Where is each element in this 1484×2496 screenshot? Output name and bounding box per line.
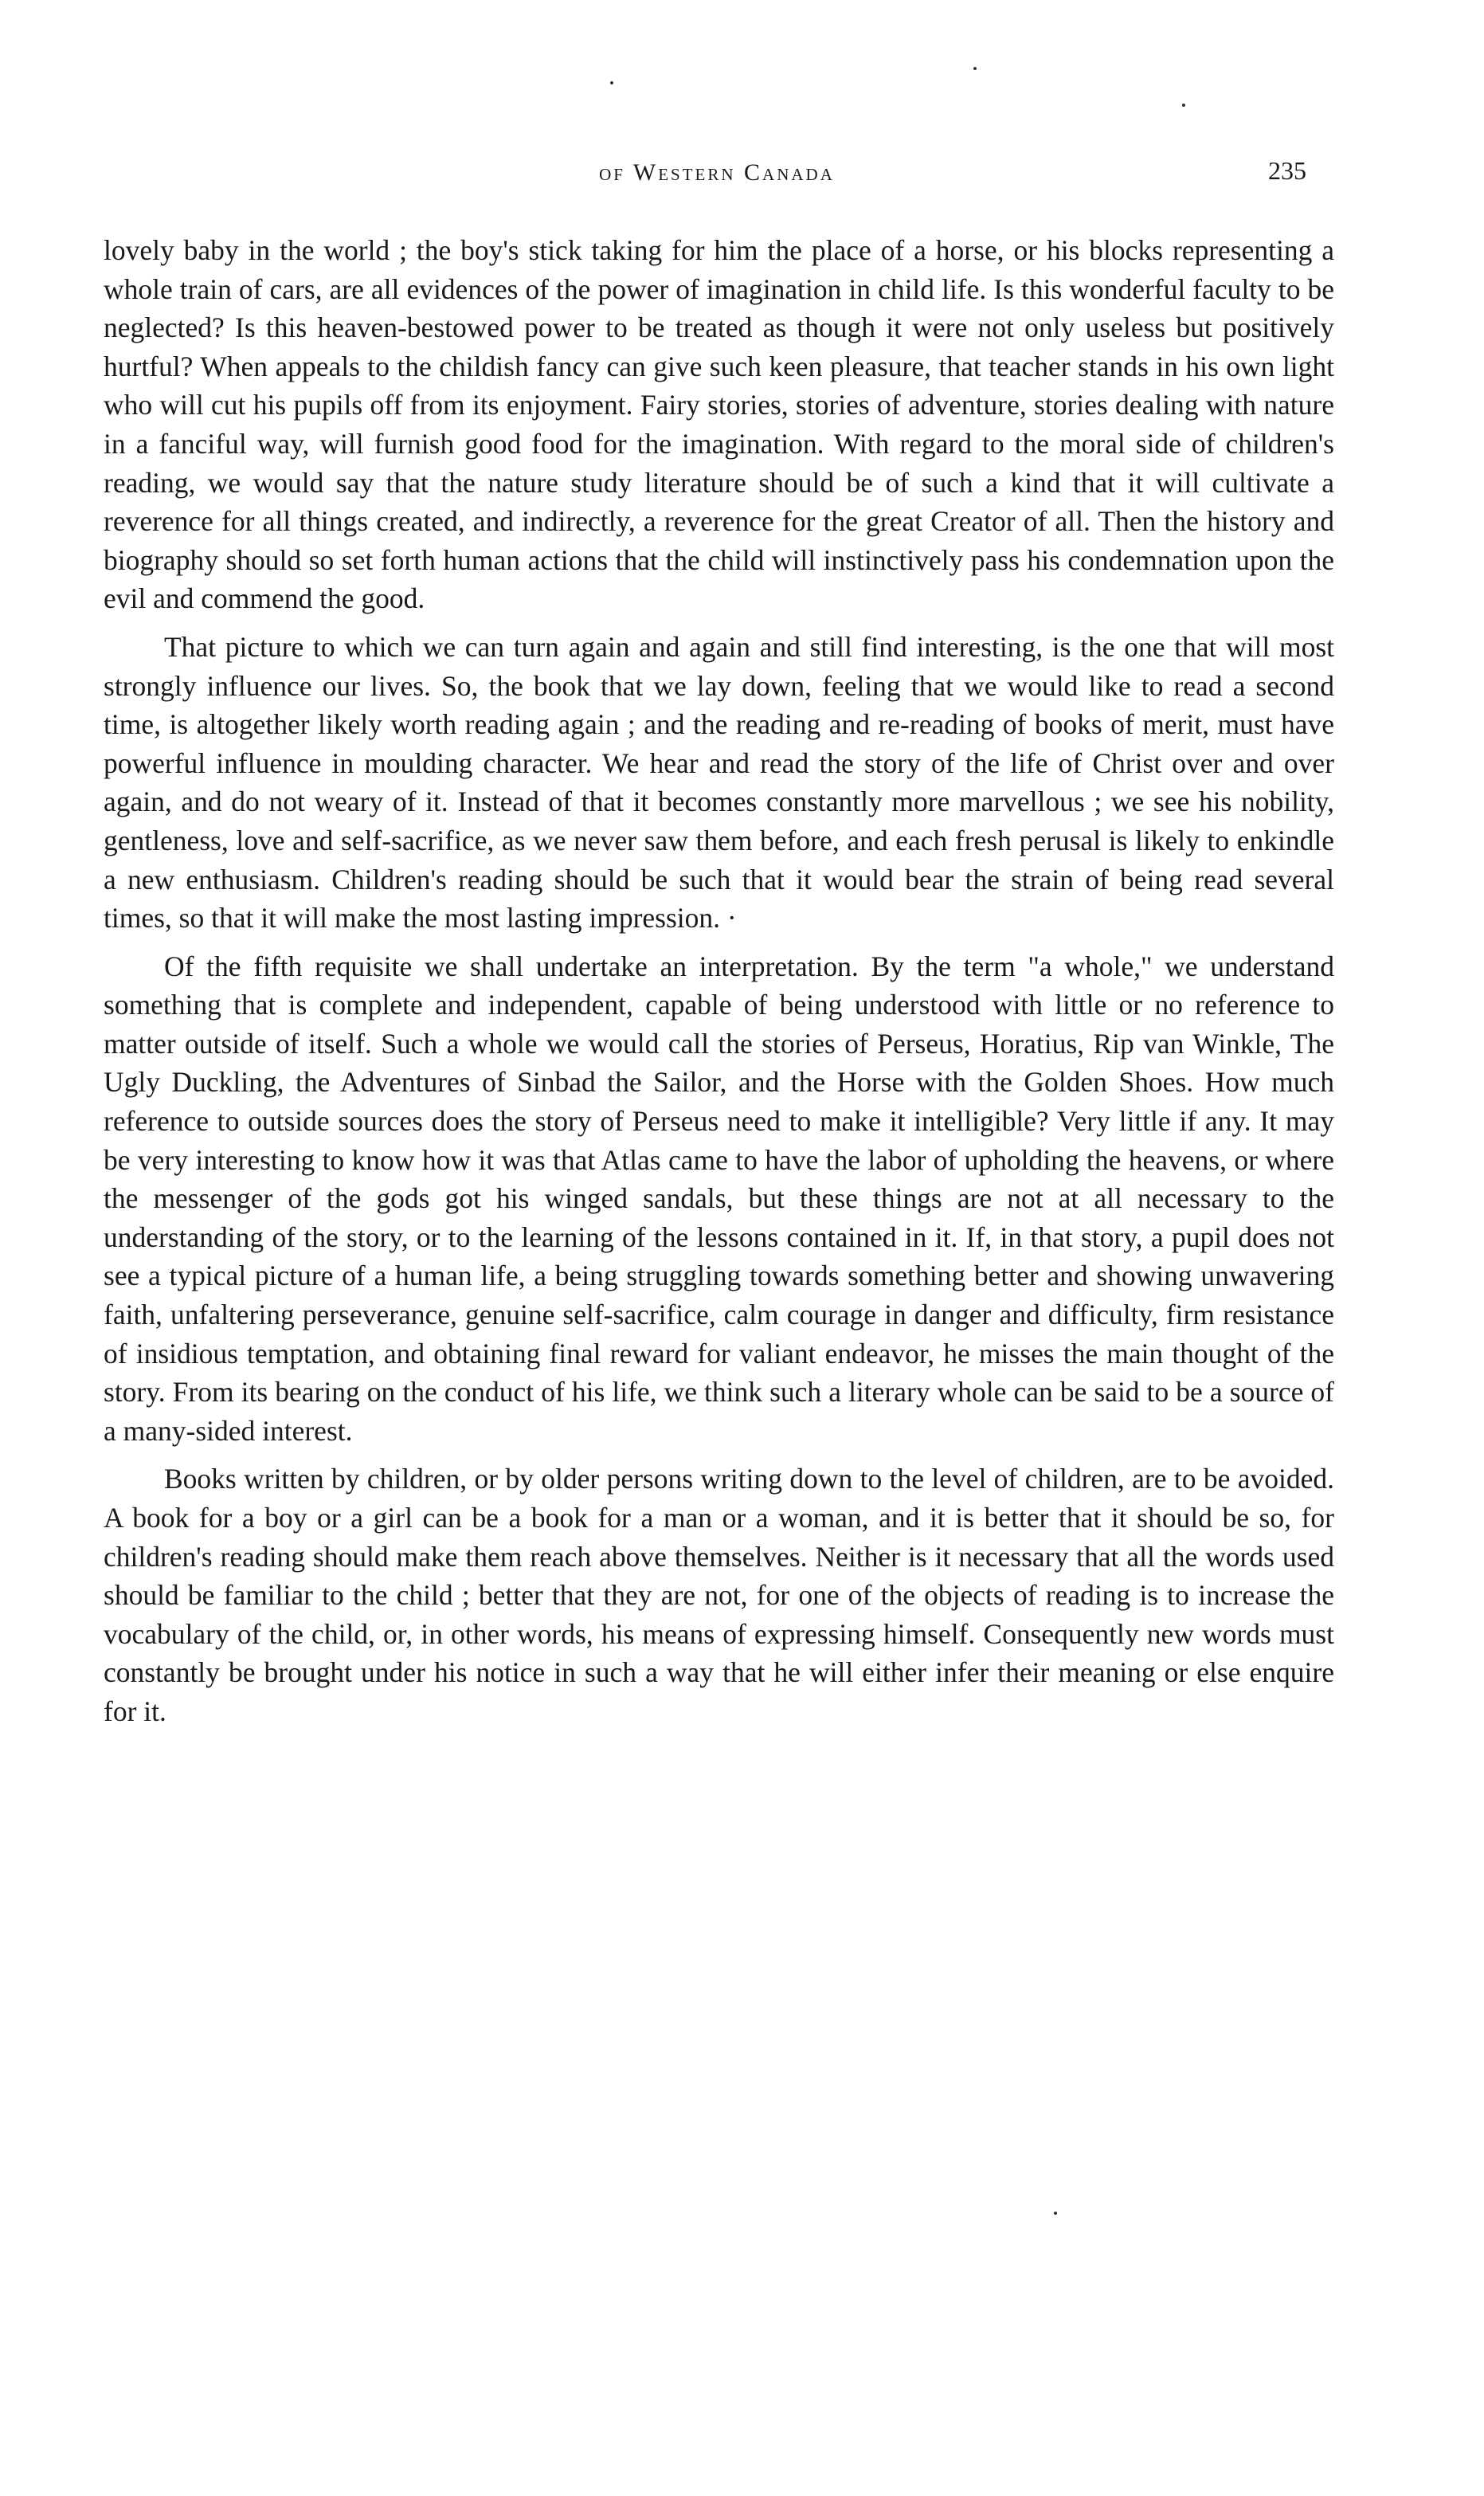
ink-speck	[1054, 2212, 1057, 2215]
ink-speck	[973, 67, 977, 70]
ink-speck	[610, 81, 613, 84]
body-text	[104, 231, 1334, 1741]
page-number: 235	[1268, 156, 1306, 185]
paragraph: That picture to which we can turn again and again and still find interesting, is the one that will most strongly influence our lives. So, the book that we lay down, feeling that we would like to read a second time, is altogether likely worth reading again ; and the reading and re-reading of books of merit, must have powerful influence in moulding character. We hear and read the story of the life of Christ over and over again, and do not weary of it. Instead of that it becomes constantly more marvellous ; we see his nobility, gentleness, love and self-sacrifice, as we never saw them before, and each fresh perusal is likely to enkindle a new enthusiasm. Children's reading should be such that it would bear the strain of being read several times, so that it will make the most lasting impression. ·	[104, 630, 1334, 935]
running-head	[104, 156, 1330, 199]
paragraph-continued: lovely baby in the world ; the boy's stick taking for him the place of a horse, or his blocks representing a whole train of cars, are all evidences of the power of imagination in child life. Is this wonderful faculty to be neglected? Is this heaven-bestowed power to be treated as though it were not only useless but positively hurtful? When appeals to the childish fancy can give such keen pleasure, that teacher stands in his own light who will cut his pupils off from its enjoyment. Fairy stories, stories of adventure, stories dealing with nature in a fanciful way, will furnish good food for the imagination. With regard to the moral side of children's reading, we would say that the nature study literature should be of such a kind that it will cultivate a reverence for all things created, and indirectly, a reverence for the great Creator of all. Then the history and biography should so set forth human actions that the child will instinctively pass his condemnation upon the evil and commend the good.	[104, 234, 1334, 615]
running-title: of Western Canada	[599, 159, 835, 186]
paragraph: Books written by children, or by older persons writing down to the level of children, are to be avoided. A book for a boy or a girl can be a book for a man or a woman, and it is better that it should be so, for children's reading should make them reach above themselves. Neither is it necessary that all the words used should be familiar to the child ; better that they are not, for one of the objects of reading is to increase the vocabulary of the child, or, in other words, his means of expressing himself. Consequently new words must constantly be brought under his notice in such a way that he will either infer their meaning or else enquire for it.	[104, 1463, 1334, 1727]
ink-speck	[1182, 104, 1185, 107]
paragraph: Of the fifth requisite we shall undertake an interpretation. By the term "a whole," we understand something that is complete and independent, capable of being understood with little or no reference to matter outside of itself. Such a whole we would call the stories of Perseus, Horatius, Rip van Winkle, The Ugly Duckling, the Adventures of Sinbad the Sailor, and the Horse with the Golden Shoes. How much reference to outside sources does the story of Perseus need to make it intelligible? Very little if any. It may be very interesting to know how it was that Atlas came to have the labor of upholding the heavens, or where the messenger of the gods got his winged sandals, but these things are not at all necessary to the understanding of the story, or to the learning of the lessons contained in it. If, in that story, a pupil does not see a typical picture of a human life, a being struggling towards something better and showing unwavering faith, unfaltering perseverance, genuine self-sacrifice, calm courage in danger and difficulty, firm resistance of insidious temptation, and obtaining final reward for valiant endeavor, he misses the main thought of the story. From its bearing on the conduct of his life, we think such a literary whole can be said to be a source of a many-sided interest.	[104, 950, 1334, 1447]
